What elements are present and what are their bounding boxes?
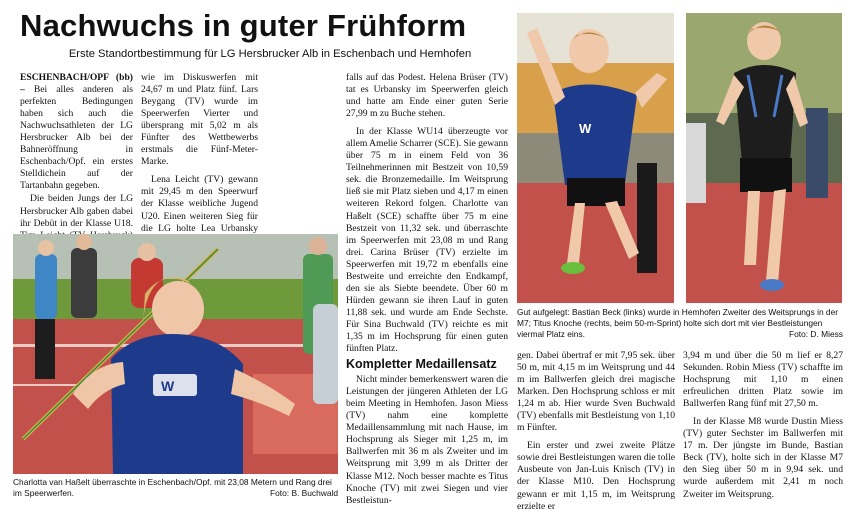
svg-text:W: W	[579, 121, 592, 136]
headline: Nachwuchs in guter Frühform	[20, 8, 467, 43]
photo-credit: Foto: D. Miess	[789, 328, 843, 339]
paragraph: gen. Dabei übertraf er mit 7,95 sek. über 50 m, mit 4,15 m im Weitsprung und 44 m im Ballwerfen gleich drei magische Marken. Den Hochsprung schloss er mit 1,24 m ab. Hier wurde Sven Buchwald (TV) ebenfalls mit Bestleistung von 1,10 m Fünfter.	[517, 350, 675, 434]
paragraph: wie im Diskuswerfen mit 24,67 m und Platz fünf. Lars Beygang (TV) wurde im Speerwerfen Vierter und übersprang mit 5,02 m als Fünfter des Wettbewerbs erstmals die Fünf-Meter-Marke.	[141, 72, 258, 168]
paragraph: falls auf das Podest. Helena Brüser (TV) tat es Urbansky im Speerwerfen gleich und hatte am Ende einer guten Serie 27,99 m zu Buche stehen.	[346, 72, 508, 120]
long-jump-photo-art	[517, 13, 674, 303]
photo-credit: Foto: B. Buchwald	[270, 487, 338, 498]
svg-text:W: W	[161, 378, 175, 394]
dateline: ESCHENBACH/OPF (bb) –	[20, 72, 133, 96]
sprint-boy-photo	[686, 13, 842, 303]
column-3	[346, 72, 508, 508]
caption-text: Charlotta van Haßelt überraschte in Eschenbach/Opf. mit 23,08 Metern und Rang drei im Speerwerfen.	[13, 477, 332, 498]
paragraph	[20, 72, 133, 192]
paragraph-text: Bei alles anderen als perfekten Bedingungen haben sich auch die Nachwuchsathleten der LG Hersbrucker Alb bei der Bahneröffnung in Eschenbach/Opf. ein erstes Stelldichein auf der Tartanbahn gegeben.	[20, 84, 133, 192]
left-caption	[13, 477, 338, 499]
paragraph: In der Klasse M8 wurde Dustin Miess (TV) guter Sechster im Ballwerfen mit 17 m. Der jüngste im Bunde, Bastian Beck (TV), holte sich in der Klasse M7 den Sieg über 50 m in 9,94 sek. und wurde außerdem mit 2,41 m noch Zweiter im Weitsprung.	[683, 416, 843, 500]
column-4	[517, 350, 675, 514]
caption-text: Gut aufgelegt: Bastian Beck (links) wurde in Hemhofen Zweiter des Weitsprungs in der M7; Titus Knoche (rechts, beim 50-m-Sprint) holte sich dort mit vier Bestleistungen viermal Platz eins.	[517, 307, 839, 339]
right-caption	[517, 307, 843, 339]
subheadline: Erste Standortbestimmung für LG Hersbrucker Alb in Eschenbach und Hemhofen	[68, 48, 472, 60]
paragraph: In der Klasse WU14 überzeugte vor allem Amelie Scharrer (SCE). Sie gewann über 75 m in einem Feld von 36 Teilnehmerinnen mit Bestzeit von 10,59 sek. die Bronzemedaille. Im Weitsprung ließ sie mit Platz sieben und 4,17 m einen weiteren Rekord folgen. Charlotte van Haßelt (SCE) schaffte über 75 m eine Bestzeit von 11,32 sek. und überraschte im Speerwerfen mit 23,08 m und Rang drei. Carina Brüser (TV) erzielte im Speerwerfen mit 19,72 m ebenfalls eine Bestweite und erreichte den Endkampf, den sie als Siebte beendete. Über 60 m Hürden gewann sie ihren Lauf in guten 11,88 sek. und wurde am Ende Sechste. Für Sina Buchwald (TV) reichte es mit 1,35 m im Hochsprung für einen guten fünften Platz.	[346, 126, 508, 355]
paragraph: Ein erster und zwei zweite Plätze sowie drei Bestleistungen waren die tolle Ausbeute von Jan-Luis Knisch (TV) in der Klasse M10. Den Hochsprung gewann er mit 1,15 m, im Weitsprung erzielte er	[517, 440, 675, 512]
javelin-thrower-photo	[13, 234, 338, 474]
paragraph: 3,94 m und über die 50 m lief er 8,27 Sekunden. Robin Miess (TV) schaffte im Hochsprung mit 1,10 m einen erfreulichen dritten Platz sowie im Ballwerfen Rang fünf mit 27,50 m.	[683, 350, 843, 410]
long-jump-boy-photo	[517, 13, 674, 303]
section-heading: Kompletter Medaillensatz	[346, 357, 497, 372]
sprint-photo-art	[686, 13, 842, 303]
column-5	[683, 350, 843, 502]
javelin-photo-art	[13, 234, 338, 474]
paragraph: Die beiden Jungs der LG Hersbrucker Alb gaben dabei ihr Debüt in der Klasse U18.	[20, 193, 133, 229]
paragraph: Nicht minder bemerkenswert waren die Leistungen der jüngeren Athleten der LG beim Meeting in Hemhofen. Jason Miess (TV) nahm eine komplette Medaillensammlung mit nach Hause, im Hochsprung als Sieger mit 1,25 m, im Ballwerfen mit 36 m als Zweiter und im Weitsprung mit 3,99 m als Dritter der Klasse M12. Noch besser machte es Titus Knoche (TV) mit zwei Siegen und vier Bestleistun-	[346, 374, 508, 506]
paragraph: Lena Leicht (TV) gewann mit 29,45 m den Speerwurf der Klasse weibliche Jugend U20. Einen weiteren Sieg für die LG holte Lea Urbansky	[141, 174, 258, 234]
